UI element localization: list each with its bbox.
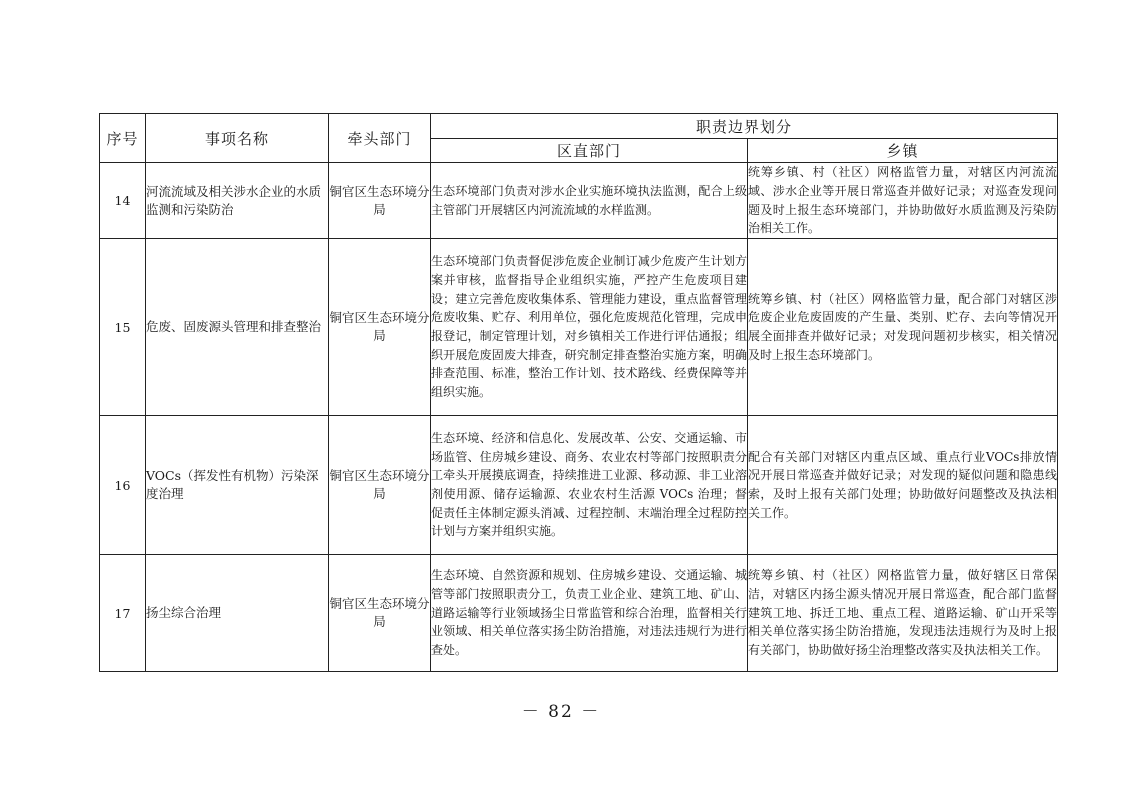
- row-item-name: 河流流域及相关涉水企业的水质监测和污染防治: [146, 163, 329, 239]
- row-towns: 统筹乡镇、村（社区）网格监管力量，做好辖区日常保洁，对辖区内扬尘源头情况开展日常巡查，配合部门监督建筑工地、拆迁工地、重点工程、道路运输、矿山开采等相关单位落实扬尘防治措施，发现违法违规行为及时上报有关部门，协助做好扬尘治理整改落实及执法相关工作。: [748, 555, 1058, 672]
- table-row: [100, 555, 1058, 672]
- table-row: [100, 163, 1058, 239]
- header-seq: 序号: [100, 114, 146, 163]
- row-district-depts: 生态环境、经济和信息化、发展改革、公安、交通运输、市场监管、住房城乡建设、商务、农业农村等部门按照职责分工牵头开展摸底调查，持续推进工业源、移动源、非工业溶剂使用源、储存运输源、农业农村生活源 VOCs 治理；督促责任主体制定源头消减、过程控制、末端治理全过程防控计划与方案并组织实施。: [431, 416, 748, 555]
- row-item-name: 危废、固废源头管理和排查整治: [146, 239, 329, 416]
- table-row: [100, 416, 1058, 555]
- page-number: － 82 －: [521, 702, 601, 722]
- row-towns: 配合有关部门对辖区内重点区域、重点行业VOCs排放情况开展日常巡查并做好记录；对发现的疑似问题和隐患线索，及时上报有关部门处理；协助做好问题整改及执法相关工作。: [748, 416, 1058, 555]
- header-towns: 乡镇: [748, 139, 1058, 163]
- row-seq: 17: [100, 555, 146, 672]
- row-seq: 15: [100, 239, 146, 416]
- row-district-depts: 生态环境部门负责督促涉危废企业制订减少危废产生计划方案并审核，监督指导企业组织实施，严控产生危废项目建设；建立完善危废收集体系、管理能力建设，重点监督管理危废收集、贮存、利用单位，强化危废规范化管理，完成申报登记，制定管理计划，对乡镇相关工作进行评估通报；组织开展危废固废大排查，研究制定排查整治实施方案，明确排查范围、标准，整治工作计划、技术路线、经费保障等并组织实施。: [431, 239, 748, 416]
- table-row: [100, 239, 1058, 416]
- header-lead-dept: 牵头部门: [329, 114, 431, 163]
- row-lead-dept: 铜官区生态环境分局: [329, 239, 431, 416]
- row-towns: 统筹乡镇、村（社区）网格监管力量，对辖区内河流流域、涉水企业等开展日常巡查并做好记录；对巡查发现问题及时上报生态环境部门，并协助做好水质监测及污染防治相关工作。: [748, 163, 1058, 239]
- row-district-depts: 生态环境部门负责对涉水企业实施环境执法监测，配合上级主管部门开展辖区内河流流域的水样监测。: [431, 163, 748, 239]
- duty-division-table: [99, 113, 1058, 672]
- row-lead-dept: 铜官区生态环境分局: [329, 416, 431, 555]
- row-lead-dept: 铜官区生态环境分局: [329, 555, 431, 672]
- row-towns: 统筹乡镇、村（社区）网格监管力量，配合部门对辖区涉危废企业危废固废的产生量、类别、贮存、去向等情况开展全面排查并做好记录；对发现问题初步核实，相关情况及时上报生态环境部门。: [748, 239, 1058, 416]
- row-seq: 16: [100, 416, 146, 555]
- row-district-depts: 生态环境、自然资源和规划、住房城乡建设、交通运输、城管等部门按照职责分工，负责工业企业、建筑工地、矿山、道路运输等行业领域扬尘日常监管和综合治理，监督相关行业领域、相关单位落实扬尘防治措施，对违法违规行为进行查处。: [431, 555, 748, 672]
- header-duty-division: 职责边界划分: [431, 114, 1058, 139]
- row-lead-dept: 铜官区生态环境分局: [329, 163, 431, 239]
- row-item-name: VOCs（挥发性有机物）污染深度治理: [146, 416, 329, 555]
- row-seq: 14: [100, 163, 146, 239]
- header-district-depts: 区直部门: [431, 139, 748, 163]
- header-item-name: 事项名称: [146, 114, 329, 163]
- row-item-name: 扬尘综合治理: [146, 555, 329, 672]
